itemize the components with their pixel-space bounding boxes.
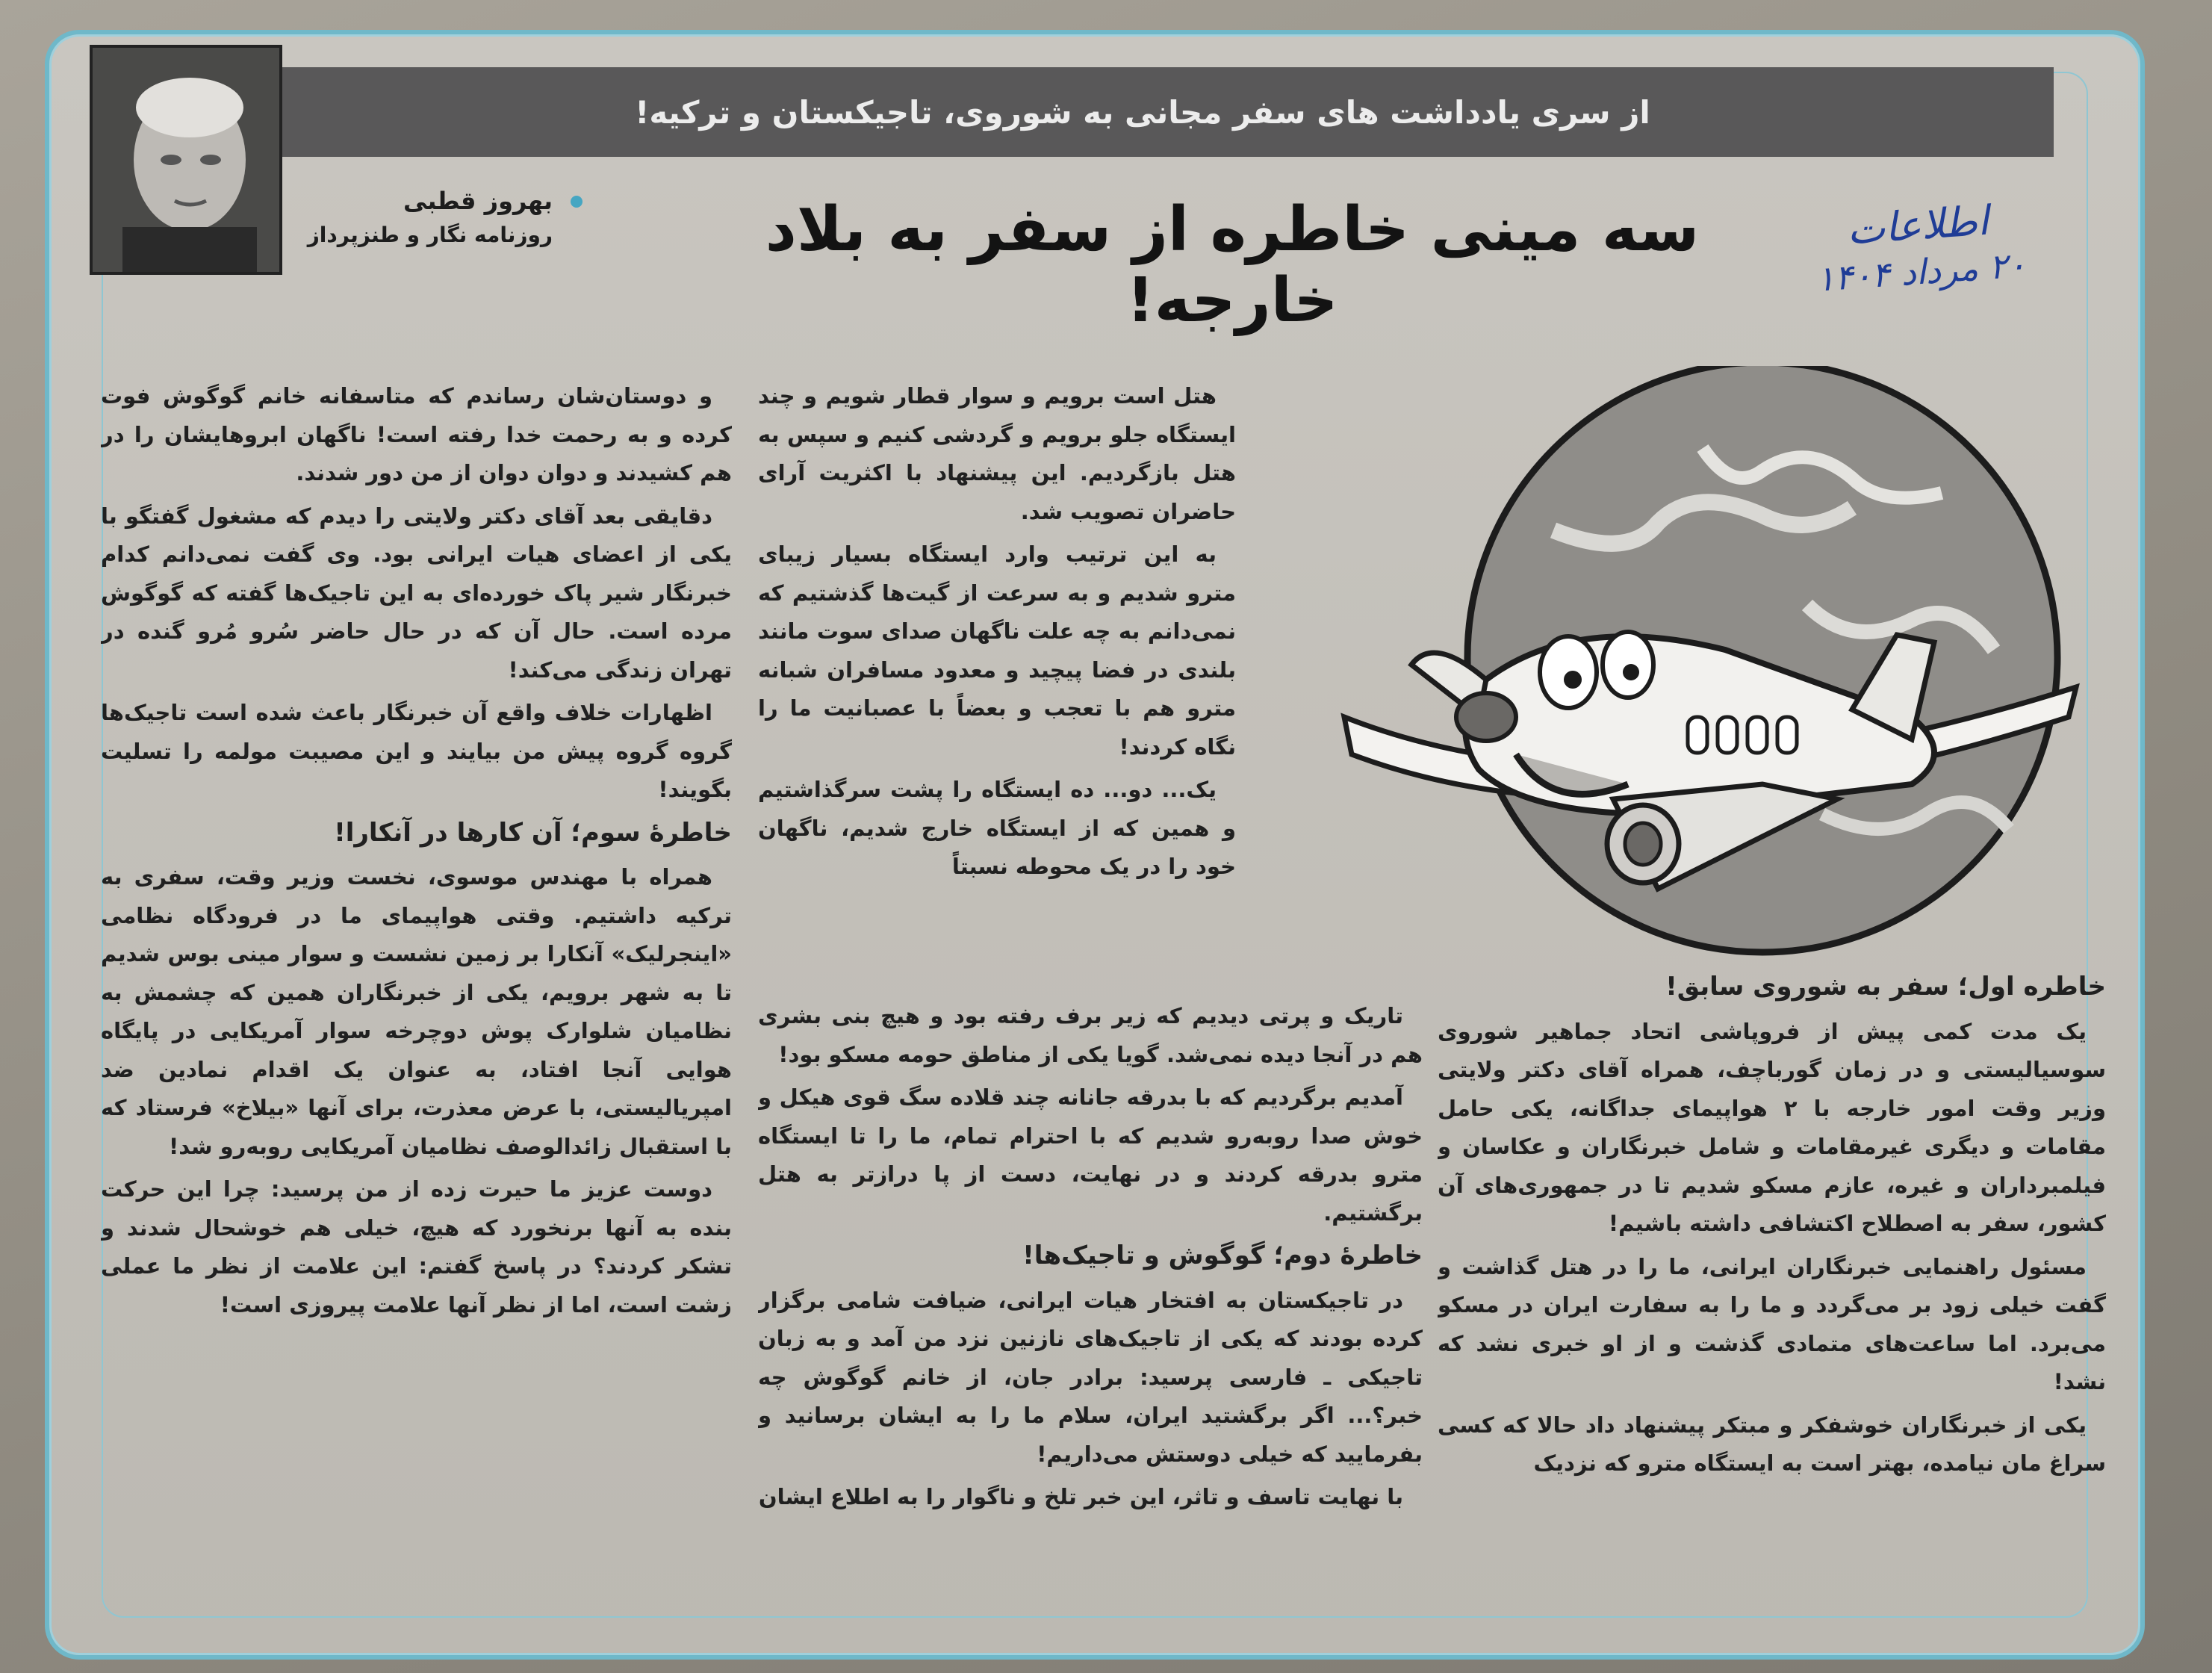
author-bullet-icon [571, 196, 582, 208]
article-column-left [101, 377, 732, 1490]
article-column-middle [758, 377, 1236, 990]
paragraph: یک... دو... ده ایستگاه را پشت سرگذاشتیم و همین که از ایستگاه خارج شدیم، ناگهان خود را در یک محوطه نسبتاً [758, 777, 1236, 879]
paragraph: با نهایت تاسف و تاثر، این خبر تلخ و ناگوار را به اطلاع ایشان [758, 1484, 1403, 1509]
globe-airplane-illustration [1240, 366, 2106, 971]
paragraph: مسئول راهنمایی خبرنگاران ایرانی، ما را در هتل گذاشت و گفت خیلی زود بر می‌گردد و ما را به سفارت ایران در مسکو می‌برد. اما ساعت‌های متمادی گذشت و از او خبری نشد که نشد! [1438, 1253, 2106, 1394]
paragraph: همراه با مهندس موسوی، نخست وزیر وقت، سفری به ترکیه داشتیم. وقتی هواپیمای ما در فرودگاه نظامی «اینجرلیک» آنکارا بر زمین نشست و سوار مینی بوس شدیم تا به شهر برویم، یکی از خبرنگاران همین که چشمش به نظامیان شلوارک پوش دوچرخه سوار آمریکایی در پایگاه هوایی آنجا افتاد، به عنوان یک اقدام نمادین ضد امپریالیستی، با عرض معذرت، برای آنها «بیلاخ» فرستاد که با استقبال زائدالوصف نظامیان آمریکایی روبه‌رو شد! [101, 864, 732, 1159]
paragraph: تاریک و پرتی دیدیم که زیر برف رفته بود و هیچ بنی بشری هم در آنجا دیده نمی‌شد. گویا یکی از مناطق حومه مسکو بود! [758, 1003, 1423, 1067]
paragraph: به این ترتیب وارد ایستگاه بسیار زیبای مترو شدیم و به سرعت از گیت‌ها گذشتیم که نمی‌دانم به چه علت ناگهان صدای سوت مانند بلندی در فضا پیچید و معدود مسافران شبانه مترو هم با تعجب و بعضاً با عصبانیت ما را نگاه کردند! [758, 541, 1236, 760]
author-byline [284, 187, 553, 247]
section-heading-third-memory: خاطرهٔ سوم؛ آن کارها در آنکارا! [334, 817, 732, 848]
paragraph: دقایقی بعد آقای دکتر ولایتی را دیدم که مشغول گفتگو با یکی از اعضای هیات ایرانی بود. وی گفت نمی‌دانم کدام خبرنگار شیر پاک خورده‌ای به این تاجیک‌ها گفته که گوگوش مرده است. حال آن که در حال حاضر سُرو مُرو گنده در تهران زندگی می‌کند! [101, 503, 732, 683]
section-heading-first-memory: خاطره اول؛ سفر به شوروی سابق! [1665, 972, 2106, 1002]
paragraph: یکی از خبرنگاران خوشفکر و مبتکر پیشنهاد داد حالا که کسی سراغ مان نیامده، بهتر است به ایستگاه مترو که نزدیک [1438, 1412, 2106, 1476]
author-photo [90, 45, 282, 275]
paragraph: و دوستان‌شان رساندم که متاسفانه خانم گوگوش فوت کرده و به رحمت خدا رفته است! ناگهان ابروهایشان را در هم کشیدند و دوان دوان از من دور شدند. [101, 383, 732, 485]
paragraph: یک مدت کمی پیش از فروپاشی اتحاد جماهیر شوروی سوسیالیستی و در زمان گورباچف، همراه آقای دکتر ولایتی وزیر وقت امور خارجه با ۲ هواپیمای جداگانه، یکی حامل مقامات و دیگری غیرمقامات و شامل خبرنگاران و عکاسان و فیلمبرداران و غیره، عازم مسکو شدیم تا در جمهوری‌های آن کشور، سفر به اصطلاح اکتشافی داشته باشیم! [1438, 1018, 2106, 1236]
paragraph: هتل است برویم و سوار قطار شویم و چند ایستگاه جلو برویم و گردشی کنیم و سپس به هتل بازگردیم. این پیشنهاد با اکثریت آرای حاضران تصویب شد. [758, 383, 1236, 524]
handwritten-date: ۲۰ مرداد ۱۴۰۴ [1815, 244, 2028, 299]
author-portrait-image [93, 48, 279, 272]
series-title: از سری یادداشت های سفر مجانی به شوروی، تاجیکستان و ترکیه! [635, 93, 1650, 131]
paragraph: آمدیم برگردیم که با بدرقه جانانه چند قلاده سگ قوی هیکل و خوش صدا روبه‌رو شدیم که با احترام تمام، ما را تا ایستگاه مترو بدرقه کردند و در نهایت، دست از پا درازتر به هتل برگشتیم. [758, 1084, 1423, 1226]
author-name: بهروز قطبی [403, 187, 553, 215]
handwritten-note [1797, 193, 2042, 300]
author-role: روزنامه نگار و طنزپرداز [307, 223, 553, 247]
paragraph: در تاجیکستان به افتخار هیات ایرانی، ضیافت شامی برگزار کرده بودند که یکی از تاجیک‌های نازنین نزد من آمد و به زبان تاجیکی ـ فارسی پرسید: برادر جان، از خانم گوگوش چه خبر؟... اگر برگشتید ایران، سلام ما را به ایشان برسانید و بفرمایید که خیلی دوستش می‌داریم! [758, 1287, 1423, 1467]
paragraph: دوست عزیز ما حیرت زده از من پرسید: چرا این حرکت بنده به آنها برنخورد که هیچ، خیلی هم خوشحال شدند و تشکر کردند؟ در پاسخ گفتم: این علامت از نظر ما عملی زشت است، اما از نظر آنها علامت پیروزی است! [101, 1176, 732, 1317]
article-column-right [1438, 963, 2106, 1606]
article-column-bottom [758, 997, 1423, 1595]
section-heading-second-memory: خاطرهٔ دوم؛ گوگوش و تاجیک‌ها! [1022, 1241, 1423, 1270]
article-headline: سه مینی خاطره از سفر به بلاد خارجه! [765, 194, 1700, 336]
series-title-band [232, 67, 2054, 157]
paragraph: اظهارات خلاف واقع آن خبرنگار باعث شده است تاجیک‌ها گروه گروه پیش من بیایند و این مصیبت مولمه را تسلیت بگویند! [101, 700, 732, 802]
handwritten-source: اطلاعات [1845, 196, 1990, 254]
